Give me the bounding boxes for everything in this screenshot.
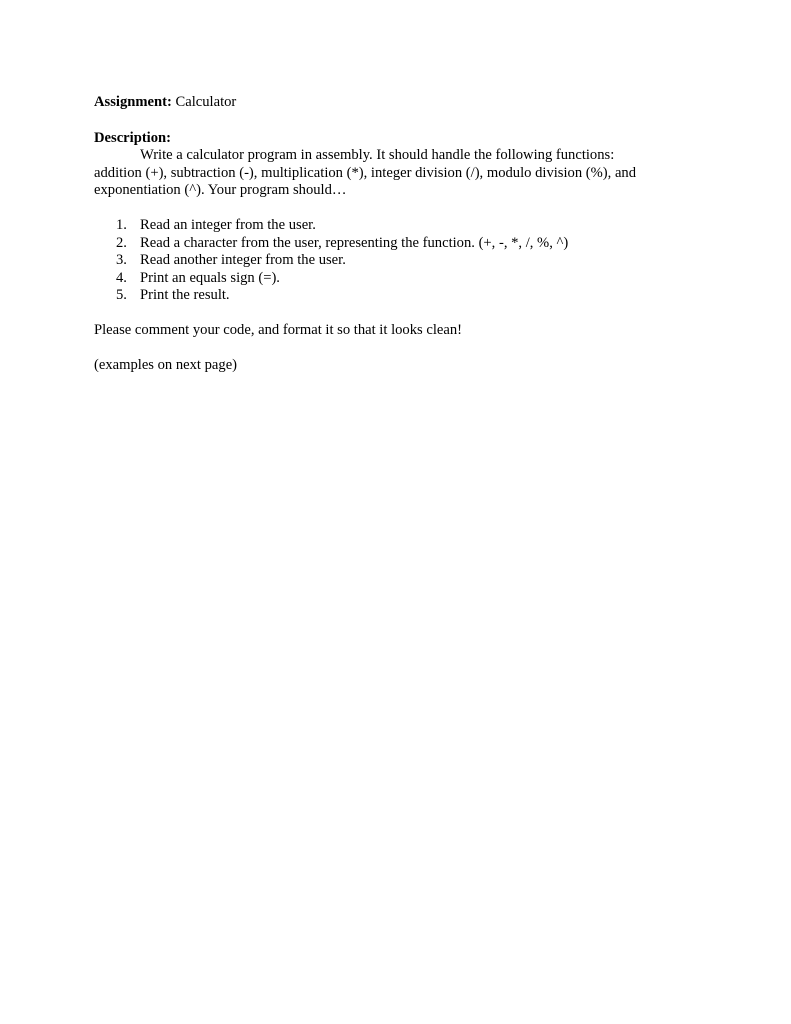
assignment-label: Assignment:	[94, 94, 172, 110]
list-item-number: 5.	[116, 287, 127, 304]
assignment-line	[94, 94, 694, 112]
list-item	[94, 252, 694, 270]
list-item-text: Read an integer from the user.	[140, 216, 316, 233]
description-heading: Description:	[94, 129, 172, 146]
list-item-text: Print an equals sign (=).	[140, 269, 280, 286]
examples-note: (examples on next page)	[94, 356, 238, 373]
list-item	[94, 235, 694, 253]
list-item-text: Read a character from the user, representing the function. (+, -, *, /, %, ^)	[140, 234, 569, 251]
list-item	[94, 217, 694, 235]
document-body	[94, 94, 694, 374]
steps-list	[94, 217, 694, 305]
list-item-number: 4.	[116, 269, 127, 286]
list-item-text: Read another integer from the user.	[140, 252, 346, 269]
list-item-number: 3.	[116, 252, 127, 269]
description-line-2: addition (+), subtraction (-), multiplication (*), integer division (/), modulo division (%), and	[94, 164, 637, 181]
list-item	[94, 287, 694, 305]
description-paragraph	[94, 147, 694, 200]
description-line-1: Write a calculator program in assembly. It should handle the following functions:	[140, 147, 615, 164]
list-item-number: 1.	[116, 216, 127, 233]
list-item-number: 2.	[116, 234, 127, 251]
description-line-3: exponentiation (^). Your program should…	[94, 182, 347, 199]
comment-note: Please comment your code, and format it so that it looks clean!	[94, 321, 462, 338]
list-item	[94, 270, 694, 288]
list-item-text: Print the result.	[140, 287, 230, 304]
assignment-value: Calculator	[175, 94, 237, 110]
